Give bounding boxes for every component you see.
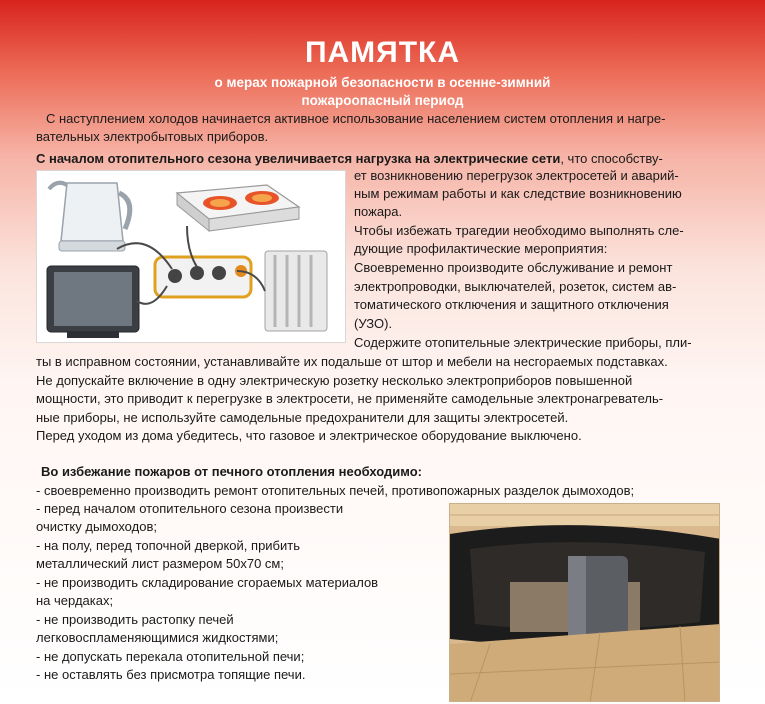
stove-line: металлический лист размером 50х70 см; [36,556,284,571]
electric-side-line: Чтобы избежать трагедии необходимо выполнять сле- [354,223,684,238]
electric-side-line: ет возникновению перегрузок электросетей и аварий- [354,168,679,183]
electric-side-line: пожара. [354,204,403,219]
page-subtitle [0,74,765,110]
stove-line: легковоспламеняющимися жидкостями; [36,630,279,645]
electric-line: Не допускайте включение в одну электрическую розетку несколько электроприборов повышенной [36,373,633,388]
hotplate-icon [177,185,299,231]
stove-line: - на полу, перед топочной дверкой, прибить [36,538,300,553]
intro-line: С наступлением холодов начинается активное использование населением систем отопления и нагре- [46,111,666,126]
subtitle-line: о мерах пожарной безопасности в осенне-зимний [214,75,551,90]
intro-line: вательных электробытовых приборов. [36,129,269,144]
power-strip-icon [155,257,251,297]
electric-line: Перед уходом из дома убедитесь, что газовое и электрическое оборудование выключено. [36,428,582,443]
stove-line: - не производить складирование сгораемых материалов [36,575,379,590]
stove-line: - перед началом отопительного сезона произвести [36,501,344,516]
stove-line: - своевременно производить ремонт отопительных печей, противопожарных разделок дымоходов; [36,483,635,498]
electric-line: ные приборы, не используйте самодельные предохранители для защиты электросетей. [36,410,569,425]
stove-heading: Во избежание пожаров от печного отопления необходимо: [41,464,422,479]
electric-line: ты в исправном состоянии, устанавливайте их подальше от штор и мебели на несгораемых подставках. [36,354,668,369]
electric-side-line: дующие профилактические мероприятия: [354,241,608,256]
electrical-appliances-illustration [36,170,346,343]
page-title: ПАМЯТКА [304,36,461,69]
stove-line: - не допускать перекала отопительной печи; [36,649,305,664]
electric-side-line: Своевременно производите обслуживание и ремонт [354,260,673,275]
electric-lead-bold: С началом отопительного сезона увеличивается нагрузка на электрические сети [36,151,561,166]
stove-line: на чердаках; [36,593,114,608]
appliances-drawing [37,171,346,343]
electric-side-line: электропроводки, выключателей, розеток, систем ав- [354,279,677,294]
chimney-drawing [450,504,720,702]
stove-line: - не производить растопку печей [36,612,234,627]
electric-side-line: Содержите отопительные электрические приборы, пли- [354,335,692,350]
subtitle-line: пожароопасный период [301,93,464,108]
burnt-chimney-photo [449,503,720,702]
electric-side-line: томатического отключения и защитного отключения [354,297,669,312]
electric-lead [36,150,663,168]
electric-side-line: ным режимам работы и как следствие возникновению [354,186,682,201]
electric-side-line: (УЗО). [354,316,393,331]
stove-line: очистку дымоходов; [36,519,157,534]
kettle-icon [49,183,130,251]
electric-lead-rest: , что способству- [560,151,663,166]
electric-line: мощности, это приводит к перегрузке в электросети, не применяйте самодельные электронагреватель- [36,391,664,406]
stove-line: - не оставлять без присмотра топящие печи. [36,667,306,682]
tv-icon [47,266,139,338]
radiator-icon [265,251,327,331]
